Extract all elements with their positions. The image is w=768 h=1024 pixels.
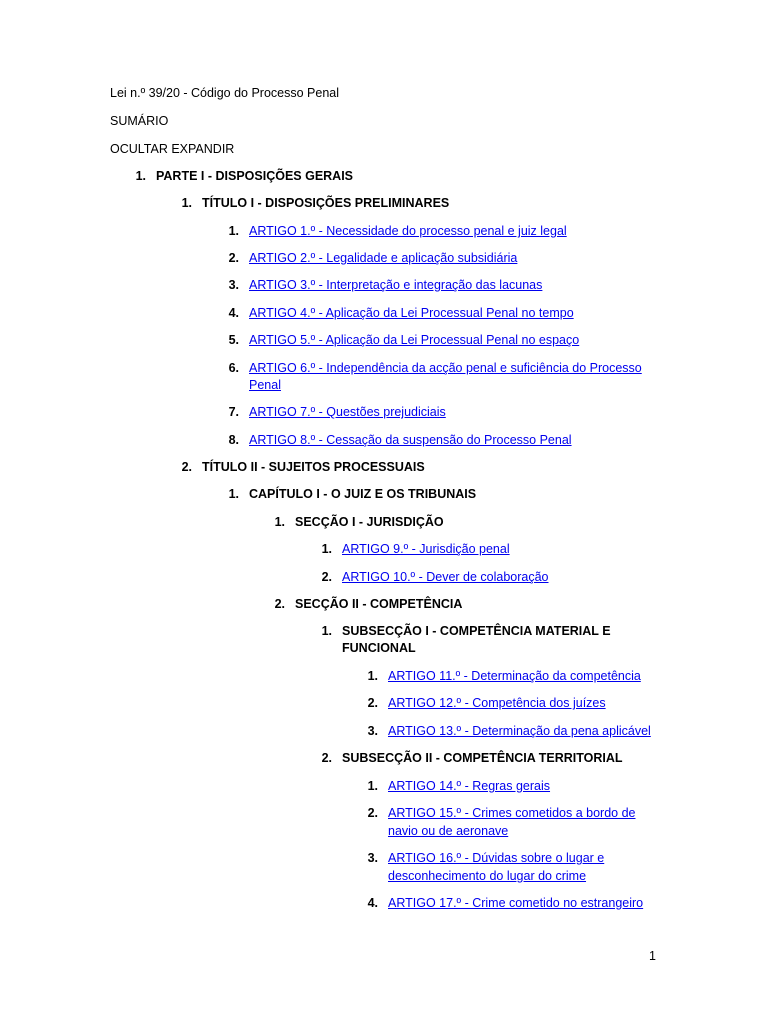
list-number: 1.	[367, 779, 378, 793]
article-link[interactable]: ARTIGO 3.º - Interpretação e integração das lacunas	[249, 278, 543, 292]
article-link[interactable]: ARTIGO 10.º - Dever de colaboração	[342, 570, 549, 584]
list-number: 3.	[367, 851, 378, 865]
article-link[interactable]: ARTIGO 8.º - Cessação da suspensão do Processo Penal	[249, 433, 572, 447]
list-number: 4.	[228, 306, 239, 320]
list-number: 1.	[135, 169, 146, 183]
article-link[interactable]: ARTIGO 13.º - Determinação da pena aplicável	[388, 724, 651, 738]
article-link-continuation[interactable]: desconhecimento do lugar do crime	[388, 869, 587, 883]
article-link[interactable]: ARTIGO 9.º - Jurisdição penal	[342, 542, 510, 556]
toc-chapter-heading: CAPÍTULO I - O JUIZ E OS TRIBUNAIS	[249, 487, 477, 501]
toc-title-heading: TÍTULO I - DISPOSIÇÕES PRELIMINARES	[202, 196, 450, 210]
list-number: 3.	[228, 278, 239, 292]
list-number: 3.	[367, 724, 378, 738]
list-number: 1.	[228, 224, 239, 238]
list-number: 2.	[181, 460, 192, 474]
toc-subsection-heading-continuation: FUNCIONAL	[342, 641, 416, 655]
list-number: 2.	[321, 570, 332, 584]
article-link[interactable]: ARTIGO 16.º - Dúvidas sobre o lugar e	[388, 851, 605, 865]
article-link[interactable]: ARTIGO 6.º - Independência da acção penal e suficiência do Processo	[249, 361, 642, 375]
article-link[interactable]: ARTIGO 17.º - Crime cometido no estrangeiro	[388, 896, 644, 910]
article-link-continuation[interactable]: Penal	[249, 378, 281, 392]
toc-section-heading: SECÇÃO I - JURISDIÇÃO	[295, 515, 444, 529]
article-link[interactable]: ARTIGO 15.º - Crimes cometidos a bordo de	[388, 806, 636, 820]
list-number: 7.	[228, 405, 239, 419]
toc-subsection-heading: SUBSECÇÃO II - COMPETÊNCIA TERRITORIAL	[342, 751, 623, 765]
list-number: 6.	[228, 361, 239, 375]
document-title: Lei n.º 39/20 - Código do Processo Penal	[110, 86, 340, 100]
toc-section-heading: SECÇÃO II - COMPETÊNCIA	[295, 597, 463, 611]
article-link[interactable]: ARTIGO 2.º - Legalidade e aplicação subsidiária	[249, 251, 518, 265]
toc-subsection-heading: SUBSECÇÃO I - COMPETÊNCIA MATERIAL E	[342, 624, 611, 638]
toc-title-heading: TÍTULO II - SUJEITOS PROCESSUAIS	[202, 460, 425, 474]
article-link[interactable]: ARTIGO 14.º - Regras gerais	[388, 779, 551, 793]
list-number: 1.	[321, 542, 332, 556]
article-link[interactable]: ARTIGO 5.º - Aplicação da Lei Processual Penal no espaço	[249, 333, 580, 347]
list-number: 1.	[181, 196, 192, 210]
list-number: 2.	[321, 751, 332, 765]
list-number: 8.	[228, 433, 239, 447]
page-number: 1	[649, 949, 656, 963]
article-link[interactable]: ARTIGO 1.º - Necessidade do processo penal e juiz legal	[249, 224, 567, 238]
article-link[interactable]: ARTIGO 12.º - Competência dos juízes	[388, 696, 606, 710]
toggle-expand-label[interactable]: OCULTAR EXPANDIR	[110, 142, 235, 156]
article-link[interactable]: ARTIGO 7.º - Questões prejudiciais	[249, 405, 446, 419]
list-number: 1.	[321, 624, 332, 638]
summary-heading: SUMÁRIO	[110, 114, 169, 128]
list-number: 2.	[228, 251, 239, 265]
list-number: 2.	[367, 696, 378, 710]
list-number: 2.	[367, 806, 378, 820]
list-number: 1.	[228, 487, 239, 501]
list-number: 1.	[274, 515, 285, 529]
list-number: 1.	[367, 669, 378, 683]
article-link[interactable]: ARTIGO 11.º - Determinação da competência	[388, 669, 641, 683]
list-number: 2.	[274, 597, 285, 611]
list-number: 5.	[228, 333, 239, 347]
list-number: 4.	[367, 896, 378, 910]
article-link[interactable]: ARTIGO 4.º - Aplicação da Lei Processual Penal no tempo	[249, 306, 574, 320]
article-link-continuation[interactable]: navio ou de aeronave	[388, 824, 509, 838]
toc-part-heading: PARTE I - DISPOSIÇÕES GERAIS	[156, 169, 354, 183]
